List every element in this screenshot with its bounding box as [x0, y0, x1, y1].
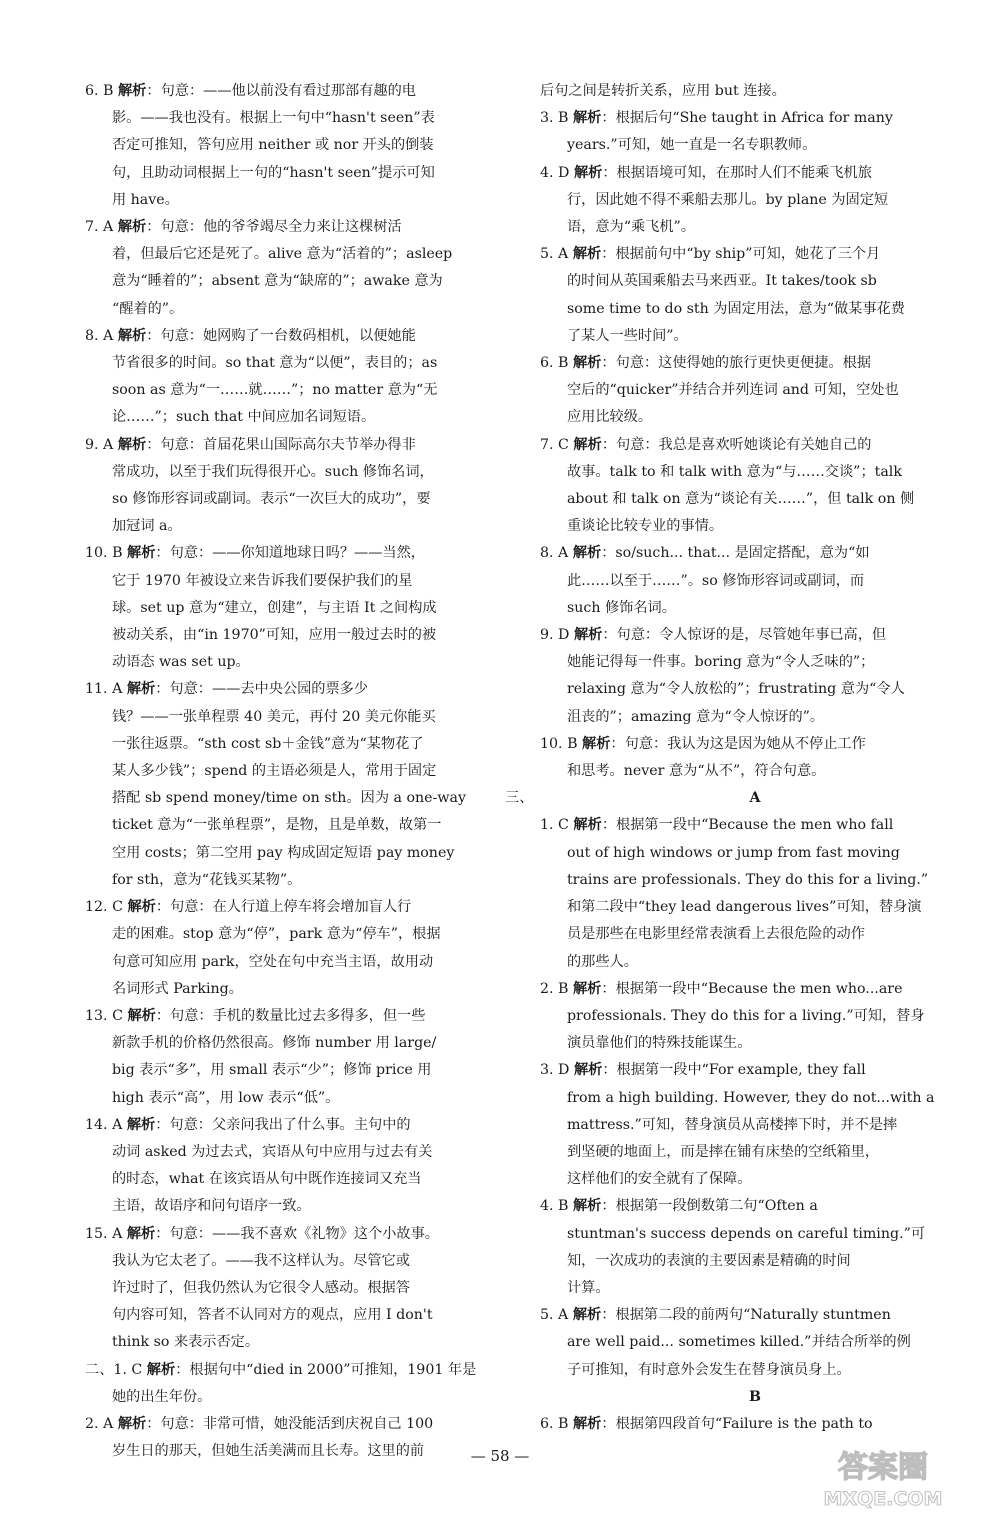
text-line: from a high building. However, they do not...with a — [566, 1089, 935, 1106]
text-line: 常成功，以至于我们玩得很开心。such 修饰名词， — [111, 463, 434, 480]
text-line: 计算。 — [566, 1279, 610, 1296]
text-line: 搭配 sb spend money/time on sth。因为 a one-way — [111, 790, 466, 807]
text-line: are well paid... sometimes killed.”并结合所举的例 — [566, 1334, 911, 1351]
text-line: high 表示“高”，用 low 表示“低”。 — [111, 1089, 340, 1106]
text-line: 10. B 解析：句意：我认为这是因为她从不停止工作 — [540, 735, 866, 752]
text-line: 6. B 解析：句意：这使得她的旅行更快更便捷。根据 — [540, 355, 871, 372]
text-line: 的时间从英国乘船去马来西亚。It takes/took sb — [566, 273, 877, 290]
analysis-keyword: 解析 — [572, 980, 602, 997]
answer-entry — [85, 676, 510, 894]
text-line: 4. B 解析：根据第一段倒数第二句“Often a — [540, 1198, 818, 1215]
text-line: 8. A 解析：so/such... that... 是固定搭配，意为“如 — [540, 545, 870, 562]
text-line: 球。set up 意为“建立，创建”，与主语 It 之间构成 — [111, 599, 437, 616]
watermark-line2: MXQE.COM — [823, 1488, 943, 1510]
text-line: 知，一次成功的表演的主要因素是精确的时间 — [566, 1252, 851, 1269]
answer-entry — [540, 1302, 970, 1384]
analysis-keyword: 解析 — [117, 436, 147, 453]
analysis-keyword: 解析 — [572, 1307, 602, 1324]
watermark-graphic — [795, 1441, 970, 1513]
text-line: 应用比较级。 — [566, 409, 653, 426]
text-line: 句内容可知，答者不认同对方的观点，应用 I don't — [111, 1307, 433, 1324]
text-line: 演员靠他们的特殊技能谋生。 — [566, 1035, 752, 1052]
text-line: years.”可知，她一直是一名专职教师。 — [566, 137, 817, 154]
passage-heading: A — [749, 790, 761, 807]
text-line: 故事。talk to 和 talk with 意为“与……交谈”；talk — [566, 463, 902, 480]
answer-entry — [540, 160, 970, 242]
analysis-keyword: 解析 — [572, 1415, 602, 1432]
text-line: 否定可推知，答句应用 neither 或 nor 开头的倒装 — [111, 137, 434, 154]
text-line: 4. D 解析：根据语境可知，在那时人们不能乘飞机旅 — [540, 164, 872, 181]
analysis-keyword: 解析 — [573, 627, 603, 644]
text-line: big 表示“多”，用 small 表示“少”；修饰 price 用 — [111, 1062, 432, 1079]
analysis-keyword: 解析 — [573, 436, 602, 453]
text-line: 节省很多的时间。so that 意为“以便”，表目的；as — [111, 355, 438, 372]
answer-entry — [505, 785, 970, 812]
analysis-keyword: 解析 — [572, 545, 602, 562]
text-line: 1. C 解析：根据第一段中“Because the men who fall — [540, 817, 894, 834]
answer-entry — [540, 350, 970, 432]
analysis-keyword: 解析 — [126, 681, 156, 698]
text-line: 6. B 解析：根据第四段首句“Failure is the path to — [540, 1415, 873, 1432]
answer-entry — [540, 241, 970, 350]
text-line: soon as 意为“一……就……”；no matter 意为“无 — [111, 382, 438, 399]
text-line: 这样他们的安全就有了保障。 — [566, 1171, 752, 1188]
answer-entry — [540, 105, 970, 159]
text-line: 子可推知，有时意外会发生在替身演员身上。 — [566, 1361, 851, 1378]
text-line: 新款手机的价格仍然很高。修饰 number 用 large/ — [111, 1035, 437, 1052]
section-number: 三、 — [505, 790, 534, 807]
analysis-keyword: 解析 — [126, 1116, 156, 1133]
text-line: 6. B 解析：句意：——他以前没有看过那部有趣的电 — [85, 83, 416, 99]
text-line: 10. B 解析：句意：——你知道地球日吗？——当然， — [85, 545, 425, 562]
analysis-keyword: 解析 — [117, 219, 147, 236]
text-line: 15. A 解析：句意：——我不喜欢《礼物》这个小故事。 — [85, 1225, 439, 1242]
text-line: ticket 意为“一张单程票”，是物，且是单数，故第一 — [111, 817, 442, 834]
left-column — [85, 78, 510, 1465]
text-line: 岁生日的那天，但她生活美满而且长寿。这里的前 — [111, 1443, 425, 1460]
answer-entry — [85, 894, 510, 1003]
text-line: 13. C 解析：句意：手机的数量比过去多得多，但一些 — [85, 1007, 426, 1024]
answer-entry — [540, 78, 970, 105]
text-line: such 修饰名词。 — [566, 599, 676, 616]
text-line: 句意可知应用 park，空处在句中充当主语，故用动 — [111, 953, 434, 970]
text-line: 行，因此她不得不乘船去那儿。by plane 为固定短 — [566, 191, 889, 208]
text-line: relaxing 意为“令人放松的”；frustrating 意为“令人 — [566, 681, 905, 698]
text-line: some time to do sth 为固定用法，意为“做某事花费 — [566, 300, 905, 317]
text-line: 被动关系，由“in 1970”可知，应用一般过去时的被 — [111, 627, 437, 644]
text-line: 到坚硬的地面上，而是摔在铺有床垫的空纸箱里， — [566, 1143, 880, 1160]
answer-entry — [540, 731, 970, 785]
text-line: 着，但最后它还是死了。alive 意为“活着的”；asleep — [111, 246, 453, 263]
text-line: 动词 asked 为过去式，宾语从句中应用与过去有关 — [111, 1143, 433, 1160]
answer-entry — [540, 622, 970, 731]
right-column — [505, 78, 970, 1438]
analysis-keyword: 解析 — [573, 1062, 603, 1079]
analysis-keyword: 解析 — [117, 83, 147, 99]
text-line: 3. B 解析：根据后句“She taught in Africa for many — [540, 110, 893, 127]
answer-entry — [540, 432, 970, 541]
answer-entry — [85, 1003, 510, 1112]
text-line: trains are professionals. They do this for a living.” — [566, 871, 929, 888]
text-line: 她能记得每一件事。boring 意为“令人乏味的”； — [566, 654, 875, 671]
text-line: 2. B 解析：根据第一段中“Because the men who...are — [540, 980, 903, 997]
text-line: 意为“睡着的”；absent 意为“缺席的”；awake 意为 — [111, 273, 443, 290]
text-line: 沮丧的”；amazing 意为“令人惊讶的”。 — [566, 708, 825, 725]
text-line: 14. A 解析：句意：父亲问我出了什么事。主句中的 — [85, 1116, 411, 1133]
text-line: so 修饰形容词或副词。表示“一次巨大的成功”，要 — [111, 491, 431, 508]
answer-entry — [85, 323, 510, 432]
answer-entry — [85, 1221, 510, 1357]
text-line: 后句之间是转折关系，应用 but 连接。 — [540, 83, 786, 99]
text-line: 5. A 解析：根据前句中“by ship”可知，她花了三个月 — [540, 246, 881, 263]
analysis-keyword: 解析 — [117, 1415, 147, 1432]
text-line: 论……”；such that 中间应加名词短语。 — [111, 409, 376, 426]
analysis-keyword: 解析 — [573, 817, 602, 834]
analysis-keyword: 解析 — [572, 110, 602, 127]
answer-entry — [85, 214, 510, 323]
text-line: 重谈论比较专业的事情。 — [566, 518, 724, 535]
analysis-keyword: 解析 — [127, 899, 156, 916]
text-line: 某人多少钱”；spend 的主语必须是人，常用于固定 — [111, 763, 437, 780]
text-line: mattress.”可知，替身演员从高楼摔下时，并不是摔 — [566, 1116, 898, 1133]
text-line: 3. D 解析：根据第一段中“For example, they fall — [540, 1062, 866, 1079]
answer-entry — [540, 1384, 970, 1411]
analysis-keyword: 解析 — [127, 1007, 156, 1024]
text-line: professionals. They do this for a living.”可知，替身 — [566, 1007, 925, 1024]
text-line: 此……以至于……”。so 修饰形容词或副词，而 — [566, 572, 865, 589]
analysis-keyword: 解析 — [572, 1198, 602, 1215]
watermark-line1: 答案圈 — [838, 1450, 928, 1485]
text-line: 二、1. C 解析：根据句中“died in 2000”可推知，1901 年是 — [85, 1361, 477, 1378]
answer-entry — [540, 1057, 970, 1193]
text-line: 加冠词 a。 — [111, 518, 182, 535]
answer-entry — [85, 1357, 510, 1411]
answer-entry — [85, 78, 510, 214]
text-line: 7. C 解析：句意：我总是喜欢听她谈论有关她自己的 — [540, 436, 872, 453]
text-line: 了某人一些时间”。 — [566, 327, 688, 344]
answer-entry — [85, 432, 510, 541]
text-line: for sth，意为“花钱买某物”。 — [111, 871, 302, 888]
text-line: 7. A 解析：句意：他的爷爷竭尽全力来让这棵树活 — [85, 219, 402, 236]
answer-entry — [540, 540, 970, 622]
analysis-keyword: 解析 — [573, 164, 603, 181]
answer-entry — [85, 1112, 510, 1221]
answer-entry — [540, 1193, 970, 1302]
passage-heading: B — [749, 1388, 761, 1405]
text-line: 5. A 解析：根据第二段的前两句“Naturally stuntmen — [540, 1307, 891, 1324]
text-line: 8. A 解析：句意：她网购了一台数码相机，以便她能 — [85, 327, 416, 344]
text-line: out of high windows or jump from fast moving — [566, 844, 900, 861]
watermark-logo — [795, 1441, 970, 1513]
answer-entry — [85, 540, 510, 676]
text-line: 9. A 解析：句意：首届花果山国际高尔夫节举办得非 — [85, 436, 416, 453]
text-line: 一张往返票。“sth cost sb＋金钱”意为“某物花了 — [111, 735, 424, 752]
text-line: 的那些人。 — [566, 953, 638, 970]
text-line: 我认为它太老了。——我不这样认为。尽管它或 — [111, 1252, 410, 1269]
text-line: 员是那些在电影里经常表演看上去很危险的动作 — [566, 926, 865, 943]
text-line: 空后的“quicker”并结合并列连词 and 可知，空处也 — [566, 382, 899, 399]
answer-entry — [540, 812, 970, 975]
text-line: 走的困难。stop 意为“停”，park 意为“停车”，根据 — [111, 926, 441, 943]
analysis-keyword: 解析 — [117, 327, 147, 344]
text-line: 主语，故语序和问句语序一致。 — [111, 1198, 311, 1215]
text-line: 句，且助动词根据上一句的“hasn't seen”提示可知 — [111, 164, 435, 181]
text-line: 名词形式 Parking。 — [111, 980, 243, 997]
analysis-keyword: 解析 — [127, 545, 156, 562]
text-line: 9. D 解析：句意：令人惊讶的是，尽管她年事已高，但 — [540, 627, 887, 644]
answer-entry — [540, 976, 970, 1058]
analysis-keyword: 解析 — [582, 735, 611, 752]
text-line: 她的出生年份。 — [111, 1388, 212, 1405]
text-line: 和思考。never 意为“从不”，符合句意。 — [566, 763, 826, 780]
text-line: 12. C 解析：句意：在人行道上停车将会增加盲人行 — [85, 899, 412, 916]
analysis-keyword: 解析 — [126, 1225, 156, 1242]
text-line: 和第二段中“they lead dangerous lives”可知，替身演 — [566, 899, 922, 916]
text-line: 许过时了，但我仍然认为它很令人感动。根据答 — [111, 1279, 410, 1296]
text-line: 2. A 解析：句意：非常可惜，她没能活到庆祝自己 100 — [85, 1415, 434, 1432]
text-line: 11. A 解析：句意：——去中央公园的票多少 — [85, 681, 369, 698]
answer-entry — [540, 1411, 970, 1438]
text-line: 它于 1970 年被设立来告诉我们要保护我们的星 — [111, 572, 413, 589]
text-line: about 和 talk on 意为“谈论有关……”，但 talk on 侧 — [566, 491, 915, 508]
text-line: 空用 costs；第二空用 pay 构成固定短语 pay money — [111, 844, 455, 861]
analysis-keyword: 解析 — [572, 246, 602, 263]
text-line: 用 have。 — [111, 191, 179, 208]
analysis-keyword: 解析 — [572, 355, 602, 372]
text-line: 语，意为“乘飞机”。 — [566, 219, 695, 236]
text-line: 动语态 was set up。 — [111, 654, 250, 671]
text-line: 的时态，what 在该宾语从句中既作连接词又充当 — [111, 1171, 422, 1188]
text-line: think so 来表示否定。 — [111, 1334, 260, 1351]
text-line: 影。——我也没有。根据上一句中“hasn't seen”表 — [111, 110, 435, 127]
text-line: “醒着的”。 — [111, 300, 184, 317]
text-line: stuntman's success depends on careful timing.”可 — [566, 1225, 926, 1242]
page-number: — 58 — — [470, 1447, 530, 1465]
analysis-keyword: 解析 — [146, 1361, 176, 1378]
text-line: 钱？——一张单程票 40 美元，再付 20 美元你能买 — [111, 708, 436, 725]
